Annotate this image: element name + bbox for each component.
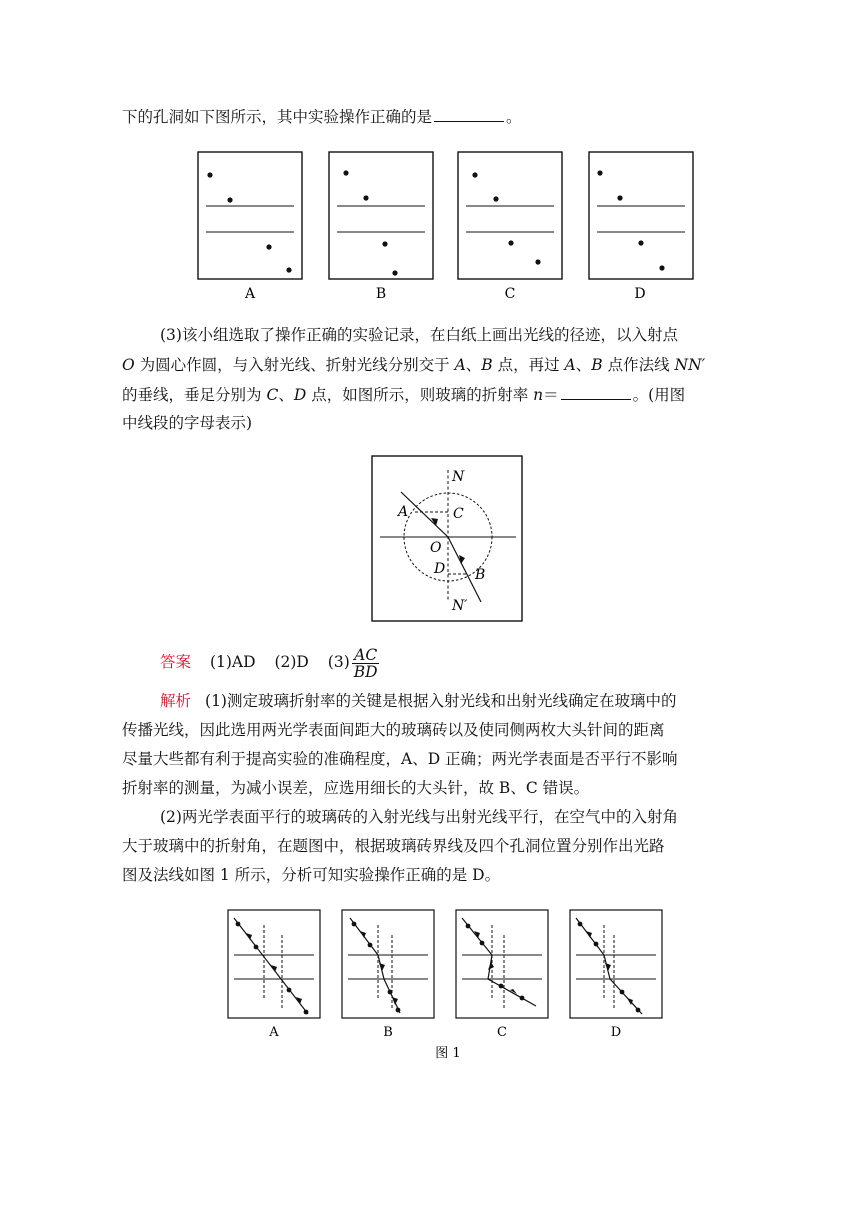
fig1-panel-c <box>456 910 548 1040</box>
analysis-line-3: 尽量大些都有利于提高实验的准确程度，A、D 正确；两光学表面是否平行不影响 <box>122 750 678 768</box>
label-a: A <box>398 504 409 520</box>
q3-line-1: (3)该小组选取了操作正确的实验记录，在白纸上画出光线的径迹，以入射点 <box>160 326 678 344</box>
q3-line-4: 中线段的字母表示) <box>122 414 253 432</box>
q3-text: ＝ <box>543 386 559 404</box>
var-b: B <box>591 356 603 374</box>
label-n-prime: N′ <box>452 598 468 614</box>
fig1-panel-a <box>228 910 320 1040</box>
q3-text: 的垂线，垂足分别为 <box>122 386 267 404</box>
analysis-label: 解析 <box>160 692 192 710</box>
option-label-c: C <box>504 286 516 302</box>
var-c: C <box>266 386 279 404</box>
label-o: O <box>430 540 442 556</box>
var-n: n <box>533 386 544 404</box>
option-label-d: D <box>634 286 646 302</box>
answer-part-1: (1)AD <box>209 653 256 671</box>
fraction-denominator: BD <box>353 662 378 681</box>
q3-text: 。(用图 <box>632 386 686 404</box>
answer-fraction <box>352 647 380 680</box>
q3-text: 点作法线 <box>602 356 675 374</box>
q3-line-2 <box>122 354 705 376</box>
q3-text: 、 <box>465 356 482 374</box>
figure-1 <box>216 900 680 1068</box>
fig1-label-d: D <box>610 1025 622 1040</box>
var-o: O <box>122 356 135 374</box>
answer-blank <box>561 385 631 400</box>
q3-line-3 <box>122 384 685 406</box>
analysis-line-7: 图及法线如图 1 所示，分析可知实验操作正确的是 D。 <box>122 866 501 884</box>
q3-text: 为圆心作圆，与入射光线、折射光线分别交于 <box>134 356 455 374</box>
q3-text: 点，如图所示，则玻璃的折射率 <box>306 386 534 404</box>
q3-text: 点，再过 <box>492 356 565 374</box>
fig1-label-c: C <box>497 1025 507 1040</box>
option-panel-a <box>198 152 302 302</box>
var-a: A <box>564 356 576 374</box>
option-label-a: A <box>244 286 256 302</box>
fig1-panel-d <box>570 910 662 1040</box>
analysis-line-4: 折射率的测量，为减小误差，应选用细长的大头针，故 B、C 错误。 <box>122 779 590 797</box>
fig1-label-a: A <box>269 1025 279 1040</box>
answer-part-2: (2)D <box>274 653 309 671</box>
option-panel-d <box>589 152 693 302</box>
analysis-line-6: 大于玻璃中的折射角，在题图中，根据玻璃砖界线及四个孔洞位置分别作出光路 <box>122 837 665 855</box>
question-2-tail <box>122 106 522 128</box>
label-b: B <box>475 567 486 583</box>
q2-end: 。 <box>506 108 522 126</box>
answer-label: 答案 <box>160 653 192 671</box>
q3-text: 、 <box>575 356 592 374</box>
answer-blank <box>434 107 504 122</box>
option-panel-c <box>458 152 562 302</box>
answer-part-3: (3) <box>327 653 350 671</box>
var-d: D <box>293 386 307 404</box>
fig1-caption: 图 1 <box>435 1046 461 1061</box>
options-figure <box>190 140 710 310</box>
q3-text: 、 <box>278 386 294 404</box>
option-panel-b <box>329 152 433 302</box>
label-c: C <box>453 506 464 522</box>
fraction-numerator: AC <box>354 645 378 664</box>
analysis-line-2: 传播光线，因此选用两光学表面间距大的玻璃砖以及使同侧两枚大头针间的距离 <box>122 721 665 739</box>
fig1-label-b: B <box>383 1025 393 1040</box>
analysis-line-1 <box>160 690 676 712</box>
var-b: B <box>481 356 493 374</box>
analysis-text: (1)测定玻璃折射率的关键是根据入射光线和出射光线确定在玻璃中的 <box>205 692 677 710</box>
var-a: A <box>454 356 466 374</box>
label-n: N <box>452 469 465 485</box>
answer-line <box>160 646 380 680</box>
option-label-b: B <box>375 286 387 302</box>
label-d: D <box>434 561 446 577</box>
analysis-line-5: (2)两光学表面平行的玻璃砖的入射光线与出射光线平行，在空气中的入射角 <box>160 808 678 826</box>
fig1-panel-b <box>342 910 434 1040</box>
var-nn: NN′ <box>674 356 706 374</box>
circle-figure <box>370 452 526 624</box>
q2-text: 下的孔洞如下图所示，其中实验操作正确的是 <box>122 108 433 126</box>
